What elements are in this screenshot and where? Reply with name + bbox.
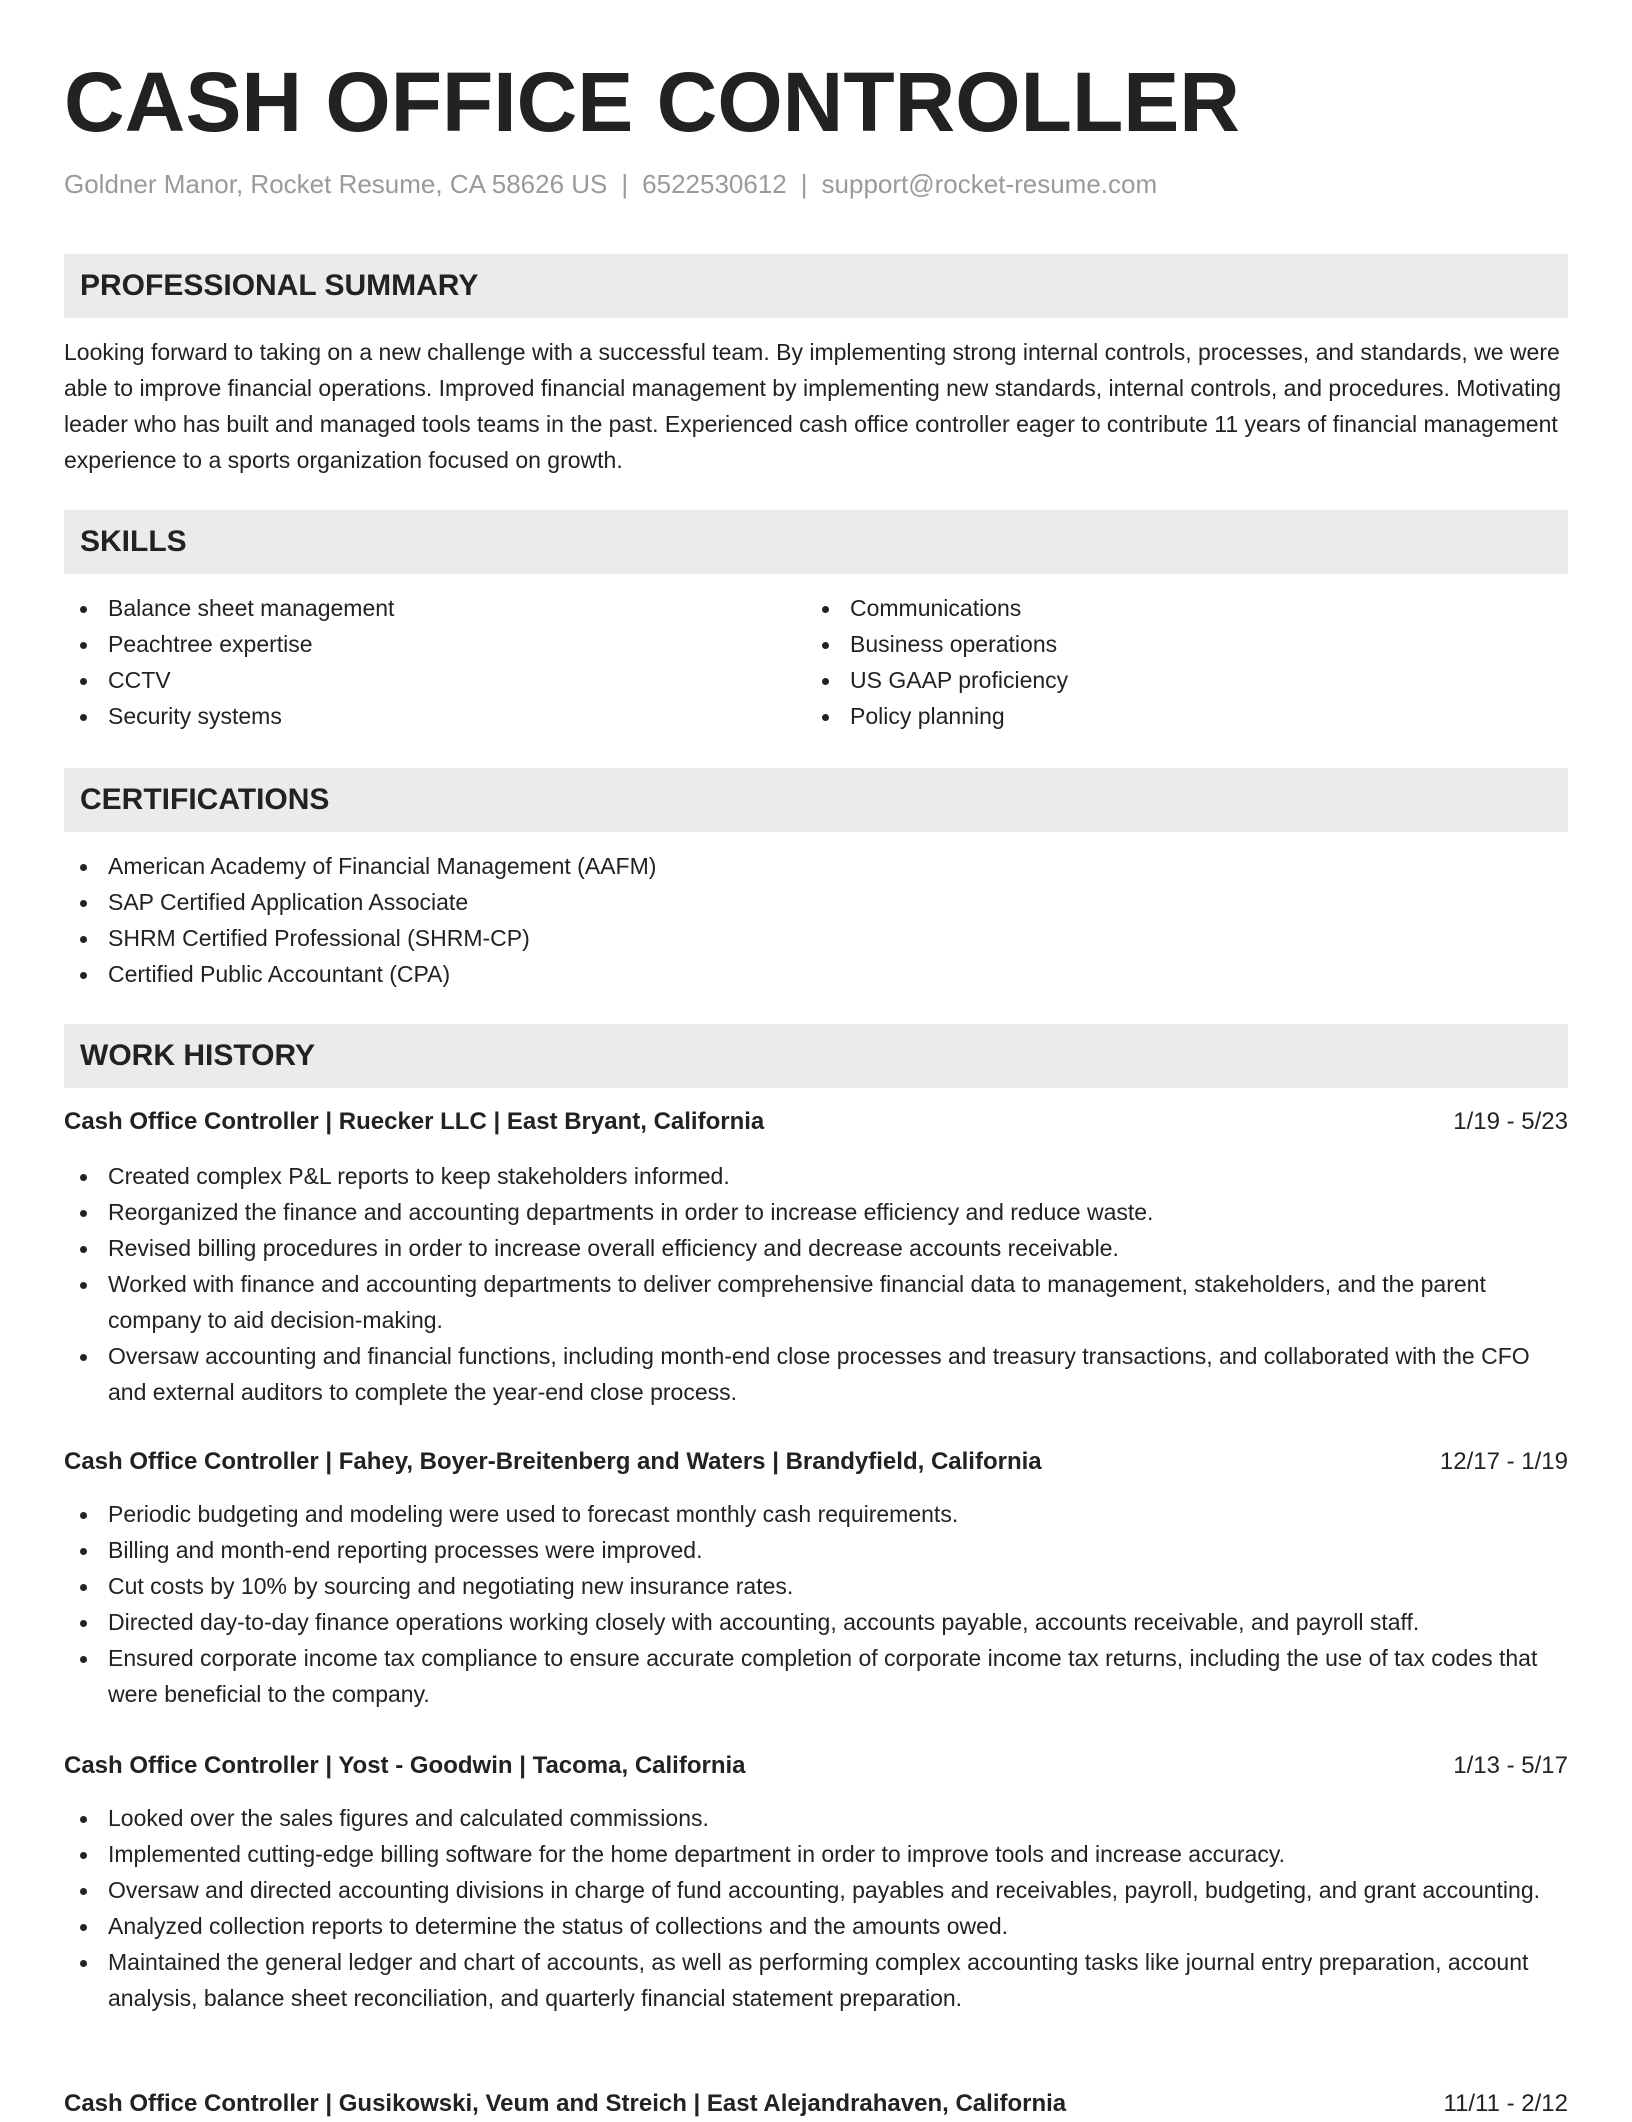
job-duty: Worked with finance and accounting departments to deliver comprehensive financial data to management, stakeholders, and the parent company to aid decision-making. — [64, 1266, 1568, 1338]
job-dates: 1/19 - 5/23 — [1453, 1108, 1568, 1135]
job-duty: Revised billing procedures in order to increase overall efficiency and decrease accounts receivable. — [64, 1230, 1568, 1266]
summary-text: Looking forward to taking on a new challenge with a successful team. By implementing strong internal controls, processes, and standards, we were able to improve financial operations. Improved financial management by implementing new standards, internal controls, and procedures. Motivating leader who has built and managed tools teams in the past. Experienced cash office controller eager to contribute 11 years of financial management experience to a sports organization focused on growth. — [64, 339, 1562, 473]
skill-item: US GAAP proficiency — [806, 662, 1506, 698]
skill-item: CCTV — [64, 662, 764, 698]
candidate-title: CASH OFFICE CONTROLLER — [64, 55, 1240, 149]
work-history-section-title: WORK HISTORY — [80, 1039, 316, 1072]
skill-item: Policy planning — [806, 698, 1506, 734]
job-duty: Looked over the sales figures and calculated commissions. — [64, 1800, 1568, 1836]
job-duty: Billing and month-end reporting processes were improved. — [64, 1532, 1568, 1568]
job-duties-list — [64, 1800, 1568, 2016]
job-header — [64, 2086, 1568, 2122]
skill-item: Balance sheet management — [64, 590, 764, 626]
skills-column-right — [806, 590, 1506, 734]
job-entry — [64, 1104, 1568, 1410]
certifications-section-title: CERTIFICATIONS — [80, 783, 330, 816]
job-entry — [64, 1444, 1568, 1712]
job-title: Cash Office Controller | Fahey, Boyer-Breitenberg and Waters | Brandyfield, California — [64, 1448, 1042, 1475]
skills-section-title: SKILLS — [80, 525, 187, 558]
job-title: Cash Office Controller | Yost - Goodwin | Tacoma, California — [64, 1752, 746, 1779]
certifications-list — [64, 848, 1568, 992]
contact-separator: | — [621, 169, 629, 199]
contact-separator: | — [800, 169, 808, 199]
contact-email: support@rocket-resume.com — [821, 169, 1158, 199]
job-title: Cash Office Controller | Gusikowski, Veum and Streich | East Alejandrahaven, California — [64, 2090, 1067, 2117]
job-duty: Oversaw and directed accounting divisions in charge of fund accounting, payables and receivables, payroll, budgeting, and grant accounting. — [64, 1872, 1568, 1908]
skills-list — [64, 590, 764, 734]
job-duty: Oversaw accounting and financial functions, including month-end close processes and treasury transactions, and collaborated with the CFO and external auditors to complete the year-end close process. — [64, 1338, 1568, 1410]
skill-item: Security systems — [64, 698, 764, 734]
job-duty: Created complex P&L reports to keep stakeholders informed. — [64, 1158, 1568, 1194]
work-history-section-header — [64, 1024, 1568, 1088]
job-duty: Directed day-to-day finance operations working closely with accounting, accounts payable, accounts receivable, and payroll staff. — [64, 1604, 1568, 1640]
summary-section-title: PROFESSIONAL SUMMARY — [80, 269, 479, 302]
job-duty: Maintained the general ledger and chart of accounts, as well as performing complex accounting tasks like journal entry preparation, account analysis, balance sheet reconciliation, and quarterly financial statement preparation. — [64, 1944, 1568, 2016]
job-title: Cash Office Controller | Ruecker LLC | East Bryant, California — [64, 1108, 765, 1135]
certification-item: SHRM Certified Professional (SHRM-CP) — [64, 920, 1568, 956]
job-duty: Reorganized the finance and accounting departments in order to increase efficiency and reduce waste. — [64, 1194, 1568, 1230]
job-entry — [64, 1748, 1568, 2016]
job-dates: 11/11 - 2/12 — [1443, 2090, 1568, 2117]
certification-item: Certified Public Accountant (CPA) — [64, 956, 1568, 992]
certification-item: SAP Certified Application Associate — [64, 884, 1568, 920]
contact-address: Goldner Manor, Rocket Resume, CA 58626 US — [64, 169, 608, 199]
job-header — [64, 1748, 1568, 1784]
job-entry — [64, 2086, 1568, 2122]
skills-section-header — [64, 510, 1568, 574]
job-duty: Implemented cutting-edge billing software for the home department in order to improve tools and increase accuracy. — [64, 1836, 1568, 1872]
skill-item: Communications — [806, 590, 1506, 626]
contact-phone: 6522530612 — [642, 169, 787, 199]
job-header — [64, 1444, 1568, 1480]
skill-item: Peachtree expertise — [64, 626, 764, 662]
job-dates: 1/13 - 5/17 — [1453, 1752, 1568, 1779]
job-duties-list — [64, 1496, 1568, 1712]
job-duty: Cut costs by 10% by sourcing and negotiating new insurance rates. — [64, 1568, 1568, 1604]
job-duties-list — [64, 1158, 1568, 1410]
skills-list — [806, 590, 1506, 734]
certifications-section-header — [64, 768, 1568, 832]
certification-item: American Academy of Financial Management (AAFM) — [64, 848, 1568, 884]
job-duty: Periodic budgeting and modeling were used to forecast monthly cash requirements. — [64, 1496, 1568, 1532]
contact-line — [64, 166, 1157, 202]
job-duty: Analyzed collection reports to determine the status of collections and the amounts owed. — [64, 1908, 1568, 1944]
job-duty: Ensured corporate income tax compliance to ensure accurate completion of corporate income tax returns, including the use of tax codes that were beneficial to the company. — [64, 1640, 1568, 1712]
skill-item: Business operations — [806, 626, 1506, 662]
summary-section-header — [64, 254, 1568, 318]
job-header — [64, 1104, 1568, 1140]
job-dates: 12/17 - 1/19 — [1439, 1448, 1568, 1475]
skills-column-left — [64, 590, 764, 734]
